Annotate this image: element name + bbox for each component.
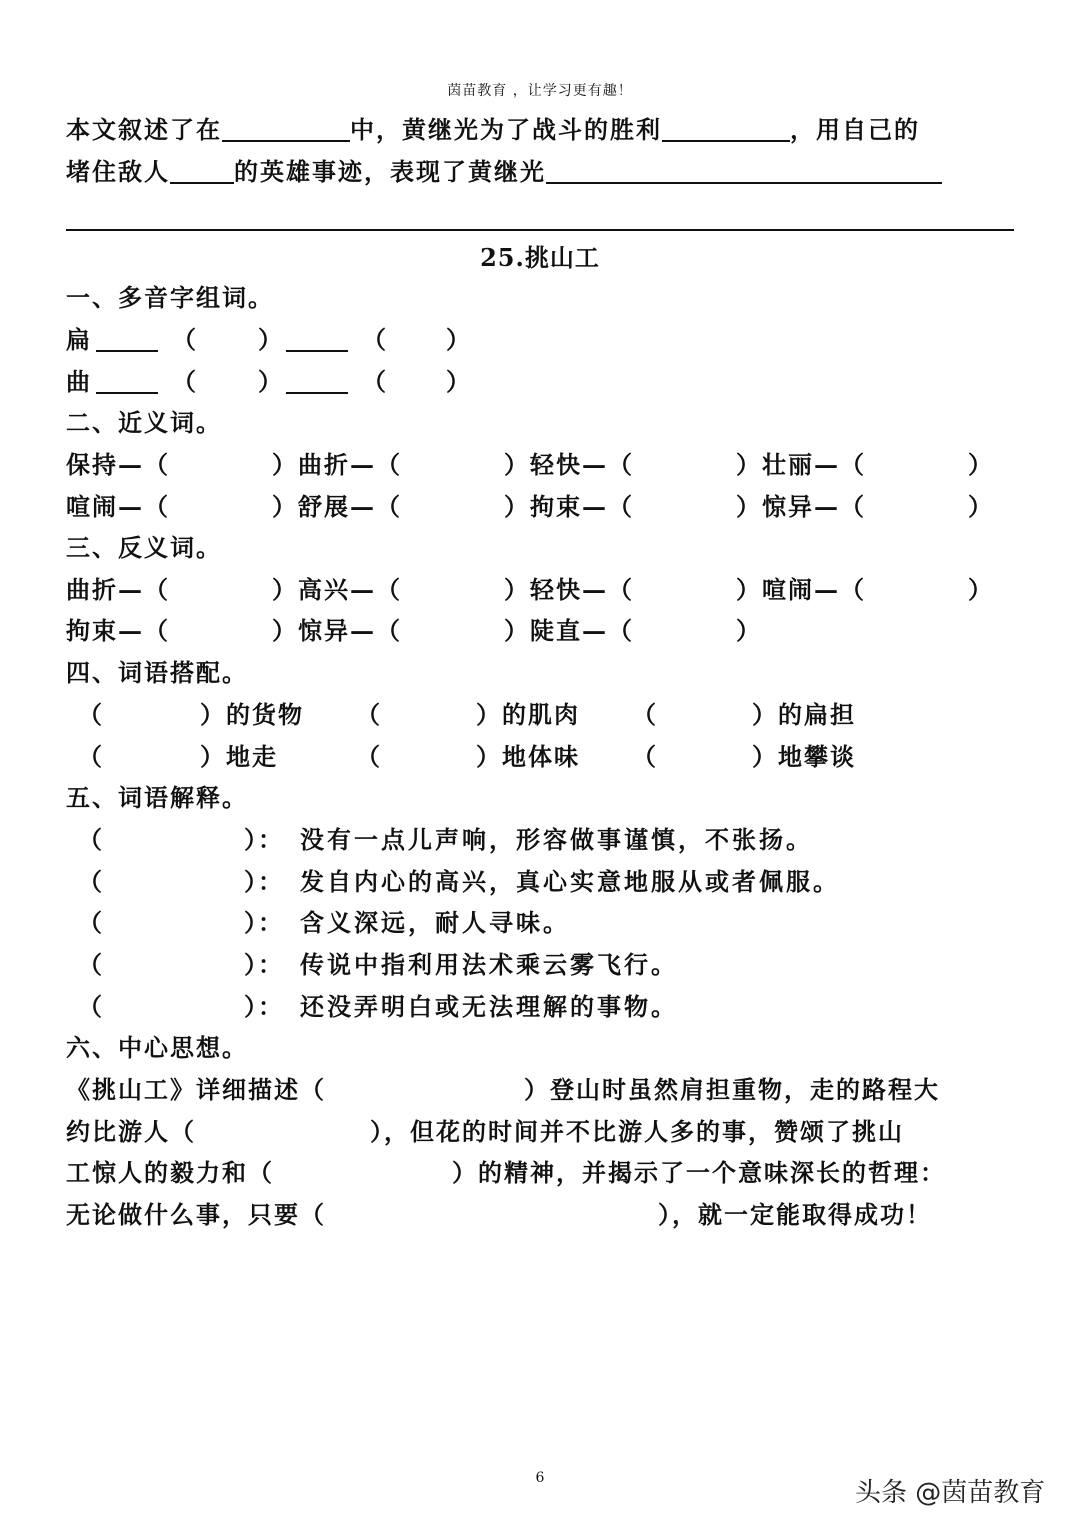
summary-text: ）的精神，并揭示了一个意味深长的哲理：: [452, 1158, 946, 1187]
synonym-item: ）: [968, 450, 994, 479]
page-header: 茵苗教育 ，让学习更有趣！: [447, 83, 633, 99]
paren: （: [78, 908, 104, 937]
collocation-item: ）的货物: [200, 700, 304, 729]
polyphone-row: [66, 364, 566, 400]
section-heading: 二、近义词。: [66, 408, 222, 437]
watermark: 头条 @茵苗教育: [855, 1478, 1046, 1508]
summary-line: [66, 1114, 1014, 1150]
antonym-item: ）陡直—（: [504, 616, 634, 645]
blank: [222, 112, 350, 142]
summary-line: [66, 1072, 1014, 1108]
synonym-row: [66, 489, 1014, 525]
paren: （: [78, 950, 104, 979]
antonym-row: [66, 613, 1014, 649]
blank: [96, 364, 158, 394]
collocation-item: （: [632, 700, 658, 729]
synonym-item: ）惊异—（: [736, 492, 866, 521]
definition-text: 没有一点儿声响，形容做事谨慎，不张扬。: [300, 825, 813, 854]
antonym-item: ）喧闹—（: [736, 575, 866, 604]
antonym-item: 曲折—（: [66, 575, 170, 604]
summary-text: 工惊人的毅力和（: [66, 1158, 274, 1187]
summary-text: 《挑山工》详细描述（: [66, 1075, 326, 1104]
definition-text: 传说中指利用法术乘云雾飞行。: [300, 950, 678, 979]
paren: ）: [446, 367, 472, 396]
summary-line: [66, 1197, 1014, 1233]
polyphone-char: 曲: [66, 367, 92, 396]
collocation-item: （: [78, 742, 104, 771]
paren: ）：: [244, 825, 284, 854]
synonym-item: ）: [968, 492, 994, 521]
antonym-item: ）高兴—（: [272, 575, 402, 604]
synonym-item: ）曲折—（: [272, 450, 402, 479]
antonym-row: [66, 572, 1014, 608]
collocation-item: （: [356, 742, 382, 771]
collocation-item: （: [632, 742, 658, 771]
collocation-row: [66, 739, 1014, 775]
collocation-item: ）地走: [200, 742, 278, 771]
summary-text: ）登山时虽然肩担重物，走的路程大: [524, 1075, 940, 1104]
blank: [546, 154, 942, 184]
intro-text: 本文叙述了在: [66, 115, 222, 144]
collocation-item: ）地体味: [476, 742, 580, 771]
paren: ）：: [244, 908, 284, 937]
paren: （: [172, 367, 198, 396]
synonym-item: ）拘束—（: [504, 492, 634, 521]
paren: （: [362, 325, 388, 354]
paren: （: [172, 325, 198, 354]
paren: ）: [258, 325, 284, 354]
paren: ）: [446, 325, 472, 354]
paren: （: [78, 825, 104, 854]
paren: ）：: [244, 867, 284, 896]
definition-row: [66, 905, 1014, 941]
synonym-item: ）轻快—（: [504, 450, 634, 479]
collocation-item: ）的扁担: [752, 700, 856, 729]
intro-text: 的英雄事迹，表现了黄继光: [234, 157, 546, 186]
collocation-item: （: [78, 700, 104, 729]
paren: ）: [258, 367, 284, 396]
blank: [286, 364, 348, 394]
section-heading: 六、中心思想。: [66, 1033, 248, 1062]
collocation-row: [66, 697, 1014, 733]
paren: ）：: [244, 992, 284, 1021]
definition-row: [66, 989, 1014, 1025]
blank: [286, 322, 348, 352]
antonym-item: ）: [736, 616, 762, 645]
collocation-item: ）的肌肉: [476, 700, 580, 729]
synonym-item: ）舒展—（: [272, 492, 402, 521]
paren: （: [78, 992, 104, 1021]
blank: [170, 154, 234, 184]
synonym-item: ）壮丽—（: [736, 450, 866, 479]
page-number: 6: [535, 1470, 545, 1486]
collocation-item: （: [356, 700, 382, 729]
intro-line-2: [66, 154, 942, 190]
definition-row: [66, 822, 1014, 858]
intro-line-1: [66, 112, 920, 148]
intro-text: 中，黄继光为了战斗的胜利: [350, 115, 662, 144]
section-heading: 五、词语解释。: [66, 783, 248, 812]
definition-row: [66, 947, 1014, 983]
intro-text: 堵住敌人: [66, 157, 170, 186]
intro-text: ，用自己的: [790, 115, 920, 144]
definition-text: 含义深远，耐人寻味。: [300, 908, 570, 937]
divider-line: [66, 229, 1014, 231]
antonym-item: 拘束—（: [66, 616, 170, 645]
collocation-item: ）地攀谈: [752, 742, 856, 771]
summary-line: [66, 1155, 1014, 1191]
summary-text: ），但花的时间并不比游人多的事，赞颂了挑山: [370, 1117, 904, 1146]
polyphone-char: 扁: [66, 325, 92, 354]
paren: （: [362, 367, 388, 396]
synonym-item: 喧闹—（: [66, 492, 170, 521]
antonym-item: ）惊异—（: [272, 616, 402, 645]
section-heading: 一、多音字组词。: [66, 283, 274, 312]
summary-text: ），就一定能取得成功！: [658, 1200, 932, 1229]
synonym-item: 保持—（: [66, 450, 170, 479]
antonym-item: ）: [968, 575, 994, 604]
lesson-title: 25.挑山工: [480, 243, 600, 272]
paren: ）：: [244, 950, 284, 979]
antonym-item: ）轻快—（: [504, 575, 634, 604]
polyphone-row: [66, 322, 566, 358]
definition-text: 发自内心的高兴，真心实意地服从或者佩服。: [300, 867, 840, 896]
summary-text: 约比游人（: [66, 1117, 196, 1146]
blank: [96, 322, 158, 352]
summary-text: 无论做什么事，只要（: [66, 1200, 326, 1229]
paren: （: [78, 867, 104, 896]
definition-text: 还没弄明白或无法理解的事物。: [300, 992, 678, 1021]
definition-row: [66, 864, 1014, 900]
blank: [662, 112, 790, 142]
section-heading: 三、反义词。: [66, 533, 222, 562]
synonym-row: [66, 447, 1014, 483]
section-heading: 四、词语搭配。: [66, 658, 248, 687]
